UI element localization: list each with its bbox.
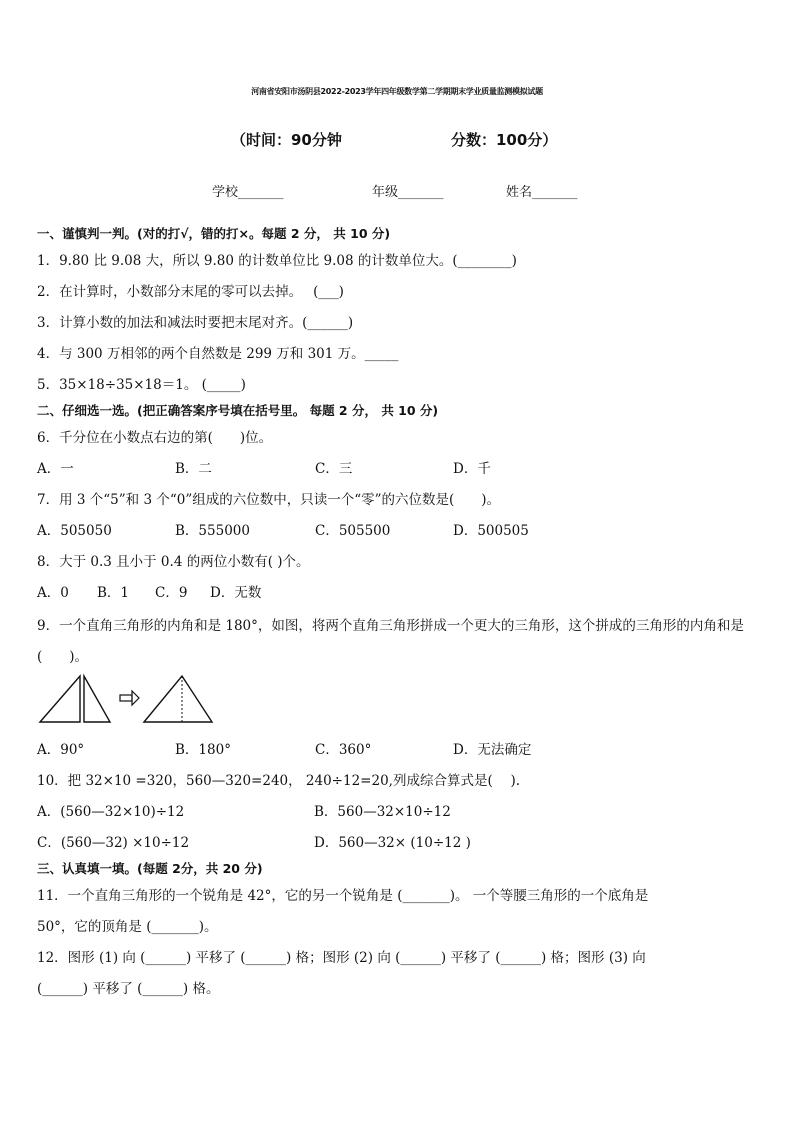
- question-9-line-2: ( )。: [37, 649, 89, 665]
- grade-field[interactable]: 年级_______: [372, 185, 444, 200]
- question-5: 5．35×18÷35×18＝1。 (_____): [37, 377, 246, 393]
- question-11-line-2: 50°，它的顶角是 (_______)。: [37, 919, 218, 935]
- q6-option-c[interactable]: C．三: [315, 461, 353, 477]
- q9-option-d[interactable]: D．无法确定: [453, 742, 532, 758]
- q10-option-d[interactable]: D．560—32× (10÷12 ): [314, 835, 471, 851]
- right-triangle-left: [40, 676, 80, 722]
- name-field[interactable]: 姓名_______: [506, 185, 578, 200]
- score-label: 分数：100分）: [451, 131, 558, 149]
- q6-option-b[interactable]: B．二: [175, 461, 212, 477]
- question-8: 8．大于 0.3 且小于 0.4 的两位小数有( )个。: [37, 554, 310, 570]
- q6-option-d[interactable]: D．千: [453, 461, 491, 477]
- q10-option-b[interactable]: B．560—32×10÷12: [314, 804, 451, 820]
- section-heading-1: 一、谨慎判一判。(对的打√，错的打×。每题 2 分， 共 10 分): [37, 226, 391, 241]
- time-label: （时间：90分钟: [231, 131, 342, 149]
- arrow-right-icon: [120, 691, 139, 705]
- question-1: 1．9.80 比 9.08 大，所以 9.80 的计数单位比 9.08 的计数单位大。(________): [37, 253, 517, 269]
- q10-option-c[interactable]: C．(560—32) ×10÷12: [37, 835, 190, 851]
- combined-triangle: [144, 676, 212, 722]
- q8-option-a[interactable]: A．0: [37, 585, 69, 601]
- q7-option-c[interactable]: C．505500: [315, 523, 391, 539]
- q7-option-b[interactable]: B．555000: [175, 523, 250, 539]
- question-9-line-1: 9．一个直角三角形的内角和是 180°，如图，将两个直角三角形拼成一个更大的三角形，这个拼成的三角形的内角和是: [37, 618, 744, 634]
- question-3: 3．计算小数的加法和减法时要把末尾对齐。(______): [37, 315, 354, 331]
- question-2: 2．在计算时，小数部分末尾的零可以去掉。 (___): [37, 284, 344, 300]
- question-12-line-2: (______) 平移了 (______) 格。: [37, 981, 220, 997]
- q9-option-b[interactable]: B．180°: [175, 742, 231, 758]
- question-12-line-1: 12．图形 (1) 向 (______) 平移了 (______) 格；图形 (2) 向 (______) 平移了 (______) 格；图形 (3) 向: [37, 950, 646, 966]
- q7-option-a[interactable]: A．505050: [37, 523, 112, 539]
- question-10: 10．把 32×10 =320，560—320=240， 240÷12=20,列成综合算式是( ).: [37, 773, 521, 789]
- section-heading-2: 二、仔细选一选。(把正确答案序号填在括号里。 每题 2 分， 共 10 分): [37, 403, 439, 418]
- q8-option-c[interactable]: C．9: [155, 585, 188, 601]
- section-heading-3: 三、认真填一填。(每题 2分，共 20 分): [37, 861, 263, 876]
- question-4: 4．与 300 万相邻的两个自然数是 299 万和 301 万。_____: [37, 346, 399, 362]
- triangle-figure: [38, 672, 218, 726]
- right-triangle-right: [84, 676, 110, 722]
- q8-option-d[interactable]: D．无数: [210, 585, 262, 601]
- question-7: 7．用 3 个“5”和 3 个“0”组成的六位数中，只读一个“零”的六位数是( )。: [37, 492, 501, 508]
- school-field[interactable]: 学校_______: [212, 185, 284, 200]
- question-6: 6．千分位在小数点右边的第( )位。: [37, 430, 273, 446]
- q8-option-b[interactable]: B．1: [97, 585, 130, 601]
- q10-option-a[interactable]: A．(560—32×10)÷12: [37, 804, 185, 820]
- q7-option-d[interactable]: D．500505: [453, 523, 529, 539]
- page-title: 河南省安阳市汤阴县2022-2023学年四年级数学第二学期期末学业质量监测模拟试题: [251, 87, 543, 96]
- q9-option-c[interactable]: C．360°: [315, 742, 372, 758]
- q9-option-a[interactable]: A．90°: [37, 742, 85, 758]
- q6-option-a[interactable]: A．一: [37, 461, 74, 477]
- question-11-line-1: 11．一个直角三角形的一个锐角是 42°，它的另一个锐角是 (_______)。 一个等腰三角形的一个底角是: [37, 888, 649, 904]
